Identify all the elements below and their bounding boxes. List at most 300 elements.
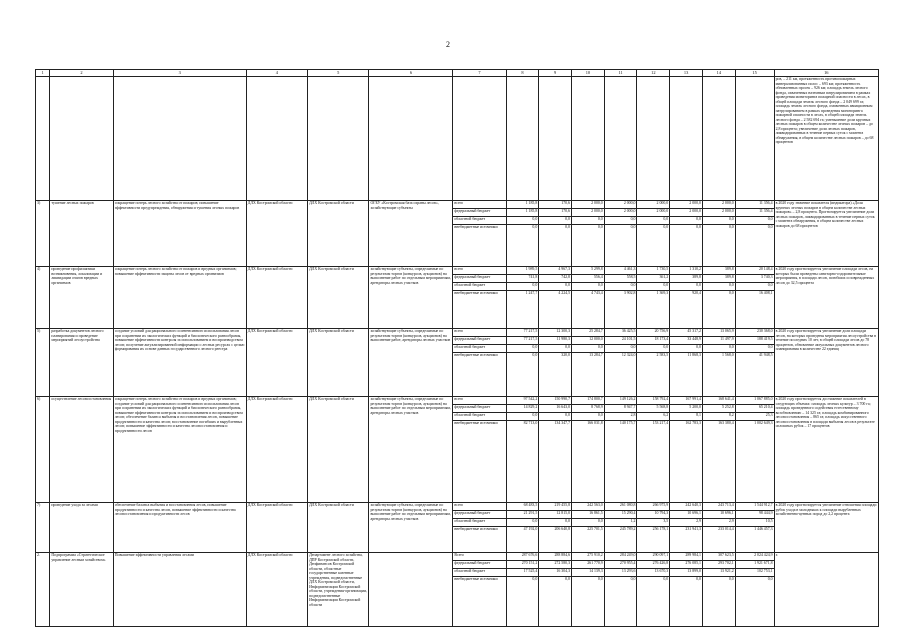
funding-value: 16 408,1 <box>735 291 774 329</box>
column-number: 13 <box>670 70 703 77</box>
co-executor: ДЛХ Костромской области <box>308 397 369 503</box>
funding-value: 20 148,4 <box>735 267 774 275</box>
funding-source: областной бюджет <box>453 569 506 577</box>
funding-value: 242 563,0 <box>572 503 605 511</box>
funding-value: 231 941,3 <box>670 527 703 553</box>
funding-value: 266 975,9 <box>637 503 670 511</box>
funding-value: 4 967,3 <box>539 267 572 275</box>
funding-value: 77 217,5 <box>506 329 539 337</box>
measure-row <box>36 201 879 209</box>
column-number: 7 <box>453 70 506 77</box>
expected-result: в 2020 году прогнозируется увеличение площади лесов, на которых были проведены санитарно-оздоровительные мероприятия, в площади лесов, погибших и поврежденных лесов до 32,5 процента <box>774 267 878 329</box>
measure-name: проведение профилактики возникновения, локализации и ликвидации очагов вредных организмов <box>50 267 113 329</box>
measure-row <box>36 553 879 561</box>
funding-value: 11 497,9 <box>702 337 735 345</box>
funding-value: 287 676,6 <box>506 553 539 561</box>
funding-value: 558,5 <box>604 275 637 283</box>
funding-value: 1 310,2 <box>670 267 703 275</box>
funding-value: 13 899,0 <box>670 569 703 577</box>
funding-source: федеральный бюджет <box>453 337 506 345</box>
co-executor: ДЛХ Костромской области <box>308 201 369 267</box>
column-number: 5 <box>308 70 369 77</box>
column-number: 2 <box>50 70 113 77</box>
funding-value: 276 085,1 <box>670 561 703 569</box>
funding-source: федеральный бюджет <box>453 209 506 217</box>
funding-value: 219 455,8 <box>539 503 572 511</box>
responsible-executor: ДЛХ Костромской области <box>246 397 307 503</box>
funding-value: 1 247,7 <box>506 291 539 329</box>
funding-value: 21 291,5 <box>506 511 539 519</box>
funding-value: 140 175,7 <box>604 421 637 503</box>
funding-source: всего <box>453 329 506 337</box>
funding-value: 5 299,8 <box>572 267 605 275</box>
funding-source: областной бюджет <box>453 345 506 353</box>
funding-value: 36 425,5 <box>604 329 637 337</box>
funding-value: 11 356,4 <box>735 209 774 217</box>
co-executor: ДЛХ Костромской области <box>308 503 369 553</box>
funding-value: 293 702,1 <box>702 561 735 569</box>
funding-source: всего <box>453 267 506 275</box>
funding-value: 2 000,0 <box>670 201 703 209</box>
funding-value: 2 000,0 <box>637 201 670 209</box>
funding-value: 16 304,3 <box>539 569 572 577</box>
funding-value: 15 290,4 <box>604 511 637 519</box>
measure-goal: сокращение потерь лесного хозяйства от пожаров и вредных организмов; создание условий для рационального и интенсивного использования лесов при сохранении их экологических функций и биологического разнообразия, повышение эффективности контроля за использованием и воспроизводством лесов; обеспечение баланса выбытия и восстановления лесов, повышение продуктивности и качества лесов; восстановление погибших и вырубленных лесов; повышение эффективности и качества лесовосстановления и продуктивности лесов <box>113 397 246 503</box>
funding-value: 0,0 <box>735 577 774 627</box>
empty-cell <box>308 77 369 201</box>
funding-value: 6,2 <box>637 413 670 421</box>
funding-value: 2,8 <box>604 413 637 421</box>
funding-value: 1 730,5 <box>637 267 670 275</box>
empty-cell <box>702 77 735 201</box>
empty-cell <box>453 77 506 201</box>
funding-value: 1 185,8 <box>506 209 539 217</box>
funding-value: 0,0 <box>604 577 637 627</box>
empty-cell <box>572 77 605 201</box>
funding-value: 168 641,4 <box>702 397 735 405</box>
funding-value: 16 861,5 <box>572 511 605 519</box>
funding-value: 1 921 671,8 <box>735 561 774 569</box>
funding-value: 82 713,0 <box>506 421 539 503</box>
measure-number: 2. <box>36 553 50 627</box>
funding-value: 167 991,4 <box>670 397 703 405</box>
measure-number: 3) <box>36 201 50 267</box>
funding-value: 275 910,2 <box>572 553 605 561</box>
funding-value: 5 252,8 <box>702 405 735 413</box>
column-number: 12 <box>637 70 670 77</box>
header-row <box>36 70 879 77</box>
result-note: ров, – 211 км, протяженность противопожарных минерализованных полос – 693 км; протяженность обновленных просек – 926 км; площадь земель лесного фонда, охваченных наземным патрулированием в рамках проведения мониторинга пожарной опасности в лесах, в общей площади земель лесного фонда – 2 049 699 га; площадь земель лесного фонда, охваченных авиационным патрулированием в рамках проведения мониторинга пожарной опасности в лесах, в общей площади земель лесного фонда – 2 582 694 га; уменьшение доли крупных лесных пожаров в общем количестве лесных пожаров – до 2,8 процента; увеличение доли лесных пожаров, ликвидированных в течение первых суток с момента обнаружения, в общем количестве лесных пожаров – до 68 процентов <box>774 77 878 201</box>
expected-result: в 2020 году прогнозируется увеличение доли площади лесов, на которых проведены мероприятия лесоустройства в течение последних 10 лет, в общей площади лесов до 78 процентов, обновление актуальных документов лесного планирования в количестве 22 единиц <box>774 329 878 397</box>
funding-value: 270 955,4 <box>604 561 637 569</box>
expected-result: в 2020 году прогнозируется достижение показателей в следующих объемах: площадь лесных культур – 3 700 га; площадь проведенного содействия естественному возобновлению – 14 325 га; площадь комбинированного лесовосстановления – 865 га; площадь искусственного лесовосстановления в площади выбытия лесов в результате сплошных рубок – 17 процентов <box>774 397 878 503</box>
funding-value: 3 902,8 <box>604 291 637 329</box>
funding-value: 289 984,1 <box>670 553 703 561</box>
funding-value: 0,0 <box>670 577 703 627</box>
funding-value: 166 031,8 <box>572 421 605 503</box>
funding-value: 68 483,5 <box>506 503 539 511</box>
funding-value: 8 768,9 <box>572 405 605 413</box>
funding-value: 0,0 <box>506 225 539 267</box>
funding-value: 97 542,2 <box>506 397 539 405</box>
funding-value: 0,0 <box>506 577 539 627</box>
funding-value: 14 139,3 <box>572 569 605 577</box>
funding-value: 0,0 <box>735 225 774 267</box>
funding-value: 0,0 <box>637 577 670 627</box>
program-table <box>35 69 879 627</box>
funding-value: 0,0 <box>539 577 572 627</box>
funding-value: 261 770,9 <box>572 561 605 569</box>
empty-cell <box>506 77 539 201</box>
funding-value: 14 829,2 <box>506 405 539 413</box>
column-number: 1 <box>36 70 50 77</box>
funding-value: 320,0 <box>539 353 572 397</box>
funding-value: 0,0 <box>539 345 572 353</box>
measure-row <box>36 397 879 405</box>
funding-source: внебюджетные источники <box>453 421 506 503</box>
funding-value: 41 948,5 <box>735 353 774 397</box>
funding-value: 13 670,3 <box>637 569 670 577</box>
funding-value: 2,9 <box>702 519 735 527</box>
funding-value: 0,0 <box>572 577 605 627</box>
funding-value: 0,0 <box>506 353 539 397</box>
funding-source: внебюджетные источники <box>453 577 506 627</box>
measure-number: 5) <box>36 329 50 397</box>
funding-value: 8 947,7 <box>604 405 637 413</box>
funding-source: областной бюджет <box>453 413 506 421</box>
funding-value: 0,0 <box>539 413 572 421</box>
funding-value: 149 126,2 <box>604 397 637 405</box>
funding-value: 25 284,7 <box>572 329 605 337</box>
funding-value: 741,8 <box>506 275 539 283</box>
funding-value: 242 640,3 <box>670 503 703 511</box>
funding-value: 1 446 457,3 <box>735 527 774 553</box>
funding-value: 0,0 <box>670 345 703 353</box>
funding-value: 10 696,1 <box>702 511 735 519</box>
funding-value: 18 173,4 <box>637 337 670 345</box>
expected-result: x <box>774 553 878 627</box>
funding-value: 0,0 <box>572 225 605 267</box>
funding-value: 10 794,3 <box>637 511 670 519</box>
funding-value: 0,0 <box>604 283 637 291</box>
funding-value: 0,0 <box>539 217 572 225</box>
empty-cell <box>369 77 453 201</box>
funding-source: внебюджетные источники <box>453 353 506 397</box>
funding-value: 742,8 <box>539 275 572 283</box>
funding-value: 13 065,9 <box>702 329 735 337</box>
funding-value: 0,0 <box>506 519 539 527</box>
empty-cell <box>637 77 670 201</box>
funding-value: 361,2 <box>637 275 670 283</box>
measure-name: проведение ухода за лесами <box>50 503 113 553</box>
funding-source: федеральный бюджет <box>453 405 506 413</box>
funding-value: 1 544 912,7 <box>735 503 774 511</box>
funding-value: 1 002 649,3 <box>735 421 774 503</box>
co-executor: ДЛХ Костромской области <box>308 267 369 329</box>
funding-value: 556,4 <box>572 275 605 283</box>
funding-value: 0,0 <box>572 519 605 527</box>
funding-value: 0,0 <box>637 345 670 353</box>
funding-value: 47 192,0 <box>506 527 539 553</box>
funding-value: 290 097,1 <box>637 553 670 561</box>
funding-value: 0,0 <box>670 225 703 267</box>
funding-value: 0,0 <box>702 225 735 267</box>
column-number: 11 <box>604 70 637 77</box>
funding-value: 288 884,6 <box>539 553 572 561</box>
funding-value: 0,0 <box>637 217 670 225</box>
funding-value: 170,6 <box>539 201 572 209</box>
responsible-executor: ДЛХ Костромской области <box>246 201 307 267</box>
empty-cell <box>539 77 572 201</box>
funding-value: 0,0 <box>506 345 539 353</box>
funding-value: 8,1 <box>670 413 703 421</box>
funding-value: 8,2 <box>702 413 735 421</box>
funding-value: 0,0 <box>670 217 703 225</box>
funding-value: 0,0 <box>735 217 774 225</box>
funding-value: 3 740,3 <box>735 275 774 283</box>
column-number: 16 <box>774 70 878 77</box>
funding-value: 0,0 <box>637 283 670 291</box>
funding-value: 276 426,8 <box>637 561 670 569</box>
empty-cell <box>670 77 703 201</box>
measure-number: 7) <box>36 503 50 553</box>
responsible-executor: ДЛХ Костромской области <box>246 553 307 627</box>
funding-value: 13 284,7 <box>572 353 605 397</box>
funding-value: 1 568,0 <box>702 353 735 397</box>
responsible-executor: ДЛХ Костромской области <box>246 503 307 553</box>
funding-value: 102 753,1 <box>735 569 774 577</box>
funding-value: 163 380,4 <box>702 421 735 503</box>
funding-value: 5 200,0 <box>670 405 703 413</box>
empty-cell <box>735 77 774 201</box>
continuation-row <box>36 77 879 201</box>
funding-value: 134 347,7 <box>539 421 572 503</box>
funding-value: 0,0 <box>702 283 735 291</box>
funding-source: всего <box>453 201 506 209</box>
measure-name: разработка документов лесного планирования и проведение мероприятий лесоустройства <box>50 329 113 397</box>
funding-value: 77 217,5 <box>506 337 539 345</box>
funding-value: 65 210,4 <box>735 405 774 413</box>
funding-value: 230 368,0 <box>735 329 774 337</box>
measure-row <box>36 267 879 275</box>
measure-row <box>36 503 879 511</box>
funding-value: 12 300,3 <box>539 329 572 337</box>
page-number: 2 <box>446 40 450 49</box>
funding-value: 1 989,5 <box>506 267 539 275</box>
responsible-executor: ДЛХ Костромской области <box>246 329 307 397</box>
funding-value: 0,0 <box>572 413 605 421</box>
funding-value: 20 756,9 <box>637 329 670 337</box>
funding-value: 0,0 <box>572 283 605 291</box>
funding-value: 3,5 <box>637 519 670 527</box>
funding-value: 2 000,0 <box>604 209 637 217</box>
participants: хозяйствующие субъекты, определяемые по результатам торгов (конкурсов, аукционов) на выполнение работ по отдельным мероприятиям, арендаторы лесных участков <box>369 267 453 329</box>
funding-value: 0,0 <box>539 519 572 527</box>
funding-value: 0,0 <box>539 283 572 291</box>
funding-value: 1,2 <box>604 519 637 527</box>
funding-value: 24 101,5 <box>604 337 637 345</box>
empty-cell <box>50 77 113 201</box>
participants: хозяйствующие субъекты, определяемые по результатам торгов (конкурсов, аукционов) на выполнение работ по отдельным мероприятиям, арендаторы лесных участков <box>369 503 453 553</box>
column-number: 8 <box>506 70 539 77</box>
funding-value: 2 000,0 <box>702 201 735 209</box>
funding-source: внебюджетные источники <box>453 291 506 329</box>
measure-goal: создание условий для рационального и интенсивного использования лесов при сохранении их экологических функций и биологического разнообразия, повышение эффективности контроля за использованием и воспроизводством лесов; получение актуализированной информации о лесных ресурсах с целью формирования их основе данных государственного лесного реестра <box>113 329 246 397</box>
funding-value: 12 324,0 <box>604 353 637 397</box>
funding-value: 4 461,3 <box>604 267 637 275</box>
funding-value: 16 643,0 <box>539 405 572 413</box>
funding-value: 1 185,8 <box>506 201 539 209</box>
funding-value: 174 800,7 <box>572 397 605 405</box>
measure-row <box>36 329 879 337</box>
measure-name: тушение лесных пожаров <box>50 201 113 267</box>
funding-source: областной бюджет <box>453 217 506 225</box>
funding-value: 10,5 <box>735 519 774 527</box>
funding-value: 0,0 <box>506 217 539 225</box>
funding-value: 0,0 <box>604 217 637 225</box>
funding-value: 225 701,5 <box>572 527 605 553</box>
responsible-executor: ДЛХ Костромской области <box>246 267 307 329</box>
measure-goal: сокращение потерь лесного хозяйства от пожаров и вредных организмов; повышение эффективности защиты лесов от вредных организмов <box>113 267 246 329</box>
funding-value: 4 743,4 <box>572 291 605 329</box>
measure-goal: обеспечение баланса выбытия и восстановления лесов, повышение продуктивности и качества лесов, повышение эффективности и качества лесовосстановления и продуктивности лесов <box>113 503 246 553</box>
funding-value: 243 713,4 <box>702 503 735 511</box>
funding-value: 17 525,4 <box>506 569 539 577</box>
funding-value: 98 444,9 <box>735 511 774 519</box>
funding-value: 920,4 <box>670 291 703 329</box>
funding-value: 2 000,0 <box>637 209 670 217</box>
funding-source: всего <box>453 503 506 511</box>
funding-value: 206 640,8 <box>539 527 572 553</box>
funding-value: 150 990,7 <box>539 397 572 405</box>
funding-value: 389,8 <box>702 275 735 283</box>
empty-cell <box>36 77 50 201</box>
funding-value: 2 024 424,9 <box>735 553 774 561</box>
participants: ОГБУ «Костромская база охраны лесов», хозяйствующие субъекты <box>369 201 453 267</box>
funding-value: 261 080,8 <box>604 503 637 511</box>
funding-value: 11 980,3 <box>539 337 572 345</box>
funding-value: 1 369,3 <box>637 291 670 329</box>
funding-value: 13 293,6 <box>604 569 637 577</box>
column-number: 4 <box>246 70 307 77</box>
funding-value: 233 014,4 <box>702 527 735 553</box>
co-executor: ДЛХ Костромской области <box>308 329 369 397</box>
expected-result: в 2020 году значение показателя (индикатора) «Доля крупных лесных пожаров в общем количестве лесных пожаров» – 2,8 процента. Прогнозируется увеличение доли лесных пожаров, ликвидированных в течение первых суток с момента обнаружения, в общем количестве лесных пожаров до 68 процентов <box>774 201 878 267</box>
funding-value: 256 178,1 <box>637 527 670 553</box>
measure-number: 6) <box>36 397 50 503</box>
measure-name: Подпрограмма «Стратегическое управление лесным хозяйством» <box>50 553 113 627</box>
funding-value: 0,0 <box>670 283 703 291</box>
funding-value: 0,0 <box>506 413 539 421</box>
funding-value: 0,0 <box>572 345 605 353</box>
column-number: 15 <box>735 70 774 77</box>
funding-value: 0,0 <box>506 283 539 291</box>
empty-cell <box>246 77 307 201</box>
column-number: 6 <box>369 70 453 77</box>
measure-name: осуществление лесовосстановления <box>50 397 113 503</box>
funding-value: 245 789,2 <box>604 527 637 553</box>
funding-value: 270 151,2 <box>506 561 539 569</box>
column-number: 9 <box>539 70 572 77</box>
participants: хозяйствующие субъекты, определяемые по результатам торгов (конкурсов, аукционов) на выполнение работ, арендаторы лесных участков <box>369 329 453 397</box>
funding-source: всего <box>453 397 506 405</box>
funding-value: 0,0 <box>604 225 637 267</box>
column-number: 3 <box>113 70 246 77</box>
funding-value: 0,0 <box>702 345 735 353</box>
participants <box>369 553 453 627</box>
funding-value: 12 000,0 <box>572 337 605 345</box>
funding-value: 389,8 <box>670 275 703 283</box>
empty-cell <box>113 77 246 201</box>
funding-value: 33 448,9 <box>670 337 703 345</box>
funding-value: 0,0 <box>572 217 605 225</box>
funding-value: 162 783,3 <box>670 421 703 503</box>
funding-value: 25,3 <box>735 413 774 421</box>
funding-value: 0,0 <box>539 225 572 267</box>
funding-value: 2 000,0 <box>702 209 735 217</box>
funding-value: 4 224,5 <box>539 291 572 329</box>
funding-value: 1 067 885,0 <box>735 397 774 405</box>
funding-source: внебюджетные источники <box>453 527 506 553</box>
funding-value: 11 868,3 <box>670 353 703 397</box>
funding-source: Всего <box>453 553 506 561</box>
column-number: 14 <box>702 70 735 77</box>
funding-value: 0,0 <box>637 225 670 267</box>
funding-value: 10 696,1 <box>670 511 703 519</box>
funding-value: 2 000,0 <box>670 209 703 217</box>
funding-value: 0,0 <box>702 217 735 225</box>
funding-source: федеральный бюджет <box>453 561 506 569</box>
column-number: 10 <box>572 70 605 77</box>
funding-value: 2 000,0 <box>572 209 605 217</box>
funding-value: 284 249,0 <box>604 553 637 561</box>
funding-source: областной бюджет <box>453 519 506 527</box>
funding-source: федеральный бюджет <box>453 275 506 283</box>
funding-value: 0,0 <box>735 283 774 291</box>
funding-value: 45 317,2 <box>670 329 703 337</box>
participants: хозяйствующие субъекты, определяемые по результатам торгов (конкурсов, аукционов) на выполнение работ по отдельным мероприятиям, арендаторы лесных участков <box>369 397 453 503</box>
funding-value: 170,6 <box>539 209 572 217</box>
funding-value: 2,9 <box>670 519 703 527</box>
funding-value: 307 623,5 <box>702 553 735 561</box>
funding-source: федеральный бюджет <box>453 511 506 519</box>
funding-value: 11 356,4 <box>735 201 774 209</box>
funding-value: 2 000,0 <box>604 201 637 209</box>
empty-cell <box>604 77 637 201</box>
measure-goal: Повышение эффективности управления лесами <box>113 553 246 627</box>
funding-value: 158 792,4 <box>637 397 670 405</box>
expected-result: в 2020 году прогнозируется увеличение отношения площади рубок ухода в молодняках к площади вырубленных хозяйственно-ценных пород до 2,2 процента <box>774 503 878 553</box>
funding-value: 272 580,3 <box>539 561 572 569</box>
funding-value: 389,8 <box>702 267 735 275</box>
funding-source: внебюджетные источники <box>453 225 506 267</box>
funding-value: 13 921,2 <box>702 569 735 577</box>
funding-source: областной бюджет <box>453 283 506 291</box>
measure-goal: сокращение потерь лесного хозяйства от пожаров; повышение эффективности предупреждения, обнаружения и тушения лесных пожаров <box>113 201 246 267</box>
measure-number: 4) <box>36 267 50 329</box>
funding-value: 0,0 <box>702 577 735 627</box>
funding-value: 0,0 <box>604 345 637 353</box>
funding-value: 5 568,8 <box>637 405 670 413</box>
funding-value: 0,0 <box>702 291 735 329</box>
funding-value: 2 000,0 <box>572 201 605 209</box>
co-executor: Департамент лесного хозяйства, ДПР Костромской области, Депфинансов Костромской области, областные государственные казенные учреждения, подведомственные ДЛХ Костромской области, Информатизации Костромской области, учреждения-организации, подведомственные Информатизации Костромской области <box>308 553 369 627</box>
funding-value: 153 217,4 <box>637 421 670 503</box>
funding-value: 12 815,0 <box>539 511 572 519</box>
funding-value: 188 419,5 <box>735 337 774 345</box>
funding-value: 2 583,5 <box>637 353 670 397</box>
funding-value: 0,0 <box>735 345 774 353</box>
